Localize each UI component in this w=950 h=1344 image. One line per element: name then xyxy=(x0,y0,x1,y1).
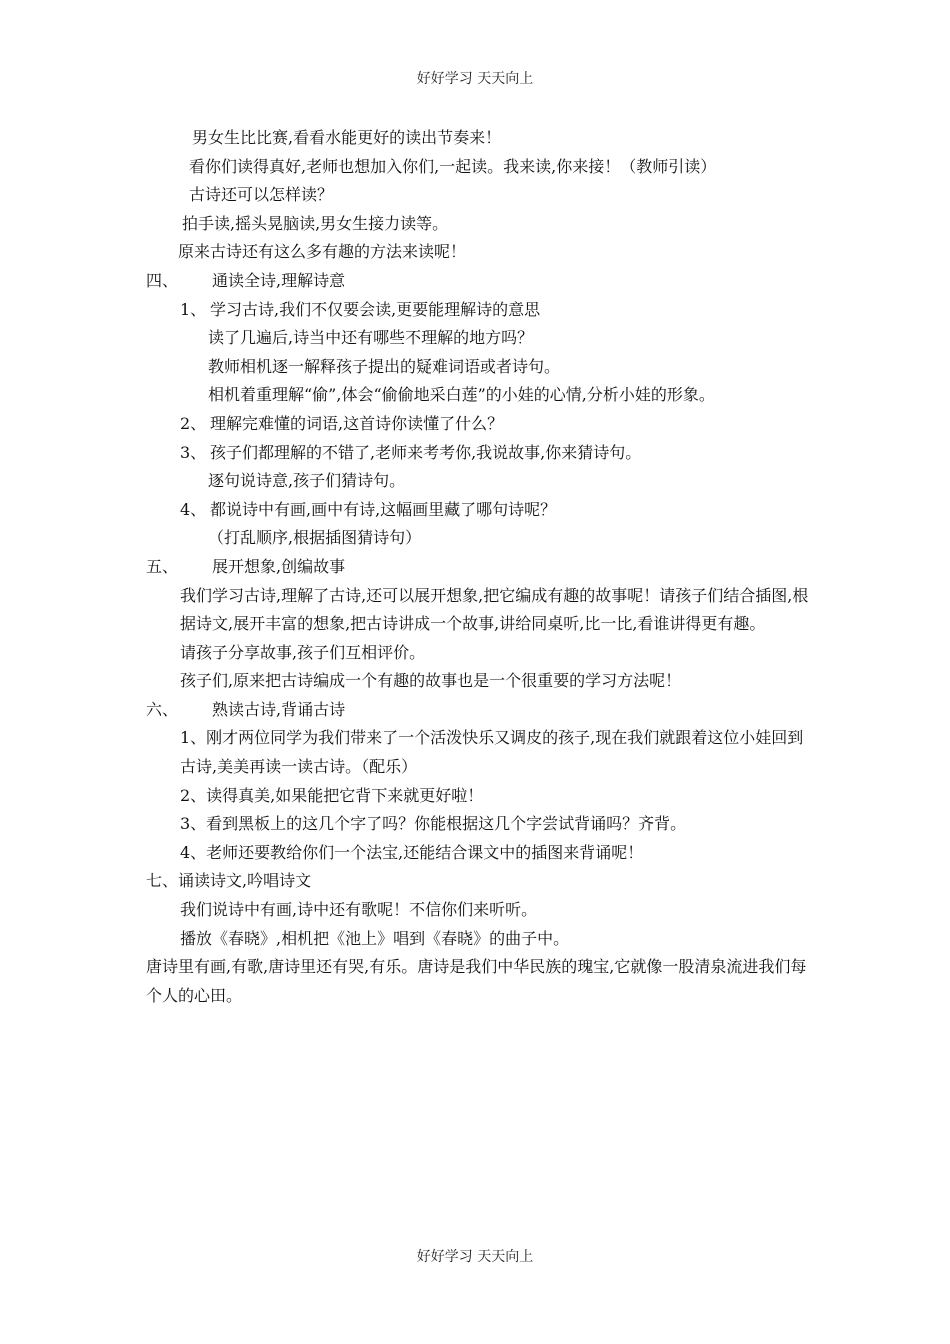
paragraph: 古诗还可以怎样读？ xyxy=(189,185,334,205)
section-heading xyxy=(146,553,810,582)
paragraph: 我们说诗中有画,诗中还有歌呢！不信你们来听听。 xyxy=(180,900,538,920)
section-number: 五、 xyxy=(146,556,179,576)
item-number: 4、 xyxy=(180,499,207,519)
section-title: 通读全诗,理解诗意 xyxy=(212,270,346,290)
paragraph: 男女生比比赛,看看水能更好的读出节奏来！ xyxy=(192,128,502,147)
paragraph: 播放《春晓》,相机把《池上》唱到《春晓》的曲子中。 xyxy=(180,928,570,948)
section-heading xyxy=(146,696,810,725)
paragraph: 我们学习古诗,理解了古诗,还可以展开想象,把它编成有趣的故事呢！请孩子们结合插图,根据诗文,展开丰富的想象,把古诗讲成一个故事,讲给同桌听,比一比,看谁讲得更有趣。 xyxy=(180,585,809,634)
list-item xyxy=(146,410,810,439)
paragraph: 原来古诗还有这么多有趣的方法来读呢！ xyxy=(178,242,467,262)
paragraph: 孩子们,原来把古诗编成一个有趣的故事也是一个很重要的学习方法呢！ xyxy=(180,671,682,691)
page-header: 好好学习 天天向上 xyxy=(416,71,534,87)
paragraph: 2、读得真美,如果能把它背下来就更好啦！ xyxy=(180,785,484,805)
section-number: 六、 xyxy=(146,699,179,719)
paragraph: 相机着重理解“偷”,体会“偷偷地采白莲”的小娃的心情,分析小娃的形象。 xyxy=(208,385,715,405)
list-item xyxy=(146,296,810,325)
paragraph: 教师相机逐一解释孩子提出的疑难词语或者诗句。 xyxy=(208,356,561,376)
section-title: 熟读古诗,背诵古诗 xyxy=(212,699,346,719)
paragraph: 1、刚才两位同学为我们带来了一个活泼快乐又调皮的孩子,现在我们就跟着这位小娃回到古诗,美美再读一读古诗。（配乐） xyxy=(180,728,804,777)
item-text: 学习古诗,我们不仅要会读,更要能理解诗的意思 xyxy=(210,299,541,319)
section-heading: 七、诵读诗文,吟唱诗文 xyxy=(146,871,312,891)
item-number: 2、 xyxy=(180,413,207,433)
paragraph: 唐诗里有画,有歌,唐诗里还有哭,有乐。唐诗是我们中华民族的瑰宝,它就像一股清泉流进我们每个人的心田。 xyxy=(146,957,807,1005)
item-text: 都说诗中有画,画中有诗,这幅画里藏了哪句诗呢？ xyxy=(210,499,557,519)
list-item xyxy=(146,439,810,468)
section-number: 四、 xyxy=(146,270,179,290)
page-footer: 好好学习 天天向上 xyxy=(416,1249,534,1265)
section-heading xyxy=(146,267,810,296)
list-item xyxy=(146,496,810,525)
item-number: 3、 xyxy=(180,442,207,462)
section-title: 展开想象,创编故事 xyxy=(212,556,346,576)
item-text: 孩子们都理解的不错了,老师来考考你,我说故事,你来猜诗句。 xyxy=(210,442,642,462)
paragraph: 拍手读,摇头晃脑读,男女生接力读等。 xyxy=(182,213,449,233)
paragraph: 请孩子分享故事,孩子们互相评价。 xyxy=(180,642,426,662)
document-body xyxy=(146,124,810,1010)
paragraph: （打乱顺序,根据插图猜诗句） xyxy=(208,528,422,548)
paragraph: 读了几遍后,诗当中还有哪些不理解的地方吗？ xyxy=(208,328,534,348)
item-text: 理解完难懂的词语,这首诗你读懂了什么？ xyxy=(210,413,504,433)
paragraph: 看你们读得真好,老师也想加入你们,一起读。我来读,你来接！（教师引读） xyxy=(189,156,717,176)
item-number: 1、 xyxy=(180,299,207,319)
paragraph: 逐句说诗意,孩子们猜诗句。 xyxy=(208,471,406,491)
paragraph: 4、老师还要教给你们一个法宝,还能结合课文中的插图来背诵呢！ xyxy=(180,842,644,862)
paragraph: 3、看到黑板上的这几个字了吗？你能根据这几个字尝试背诵吗？齐背。 xyxy=(180,814,687,834)
